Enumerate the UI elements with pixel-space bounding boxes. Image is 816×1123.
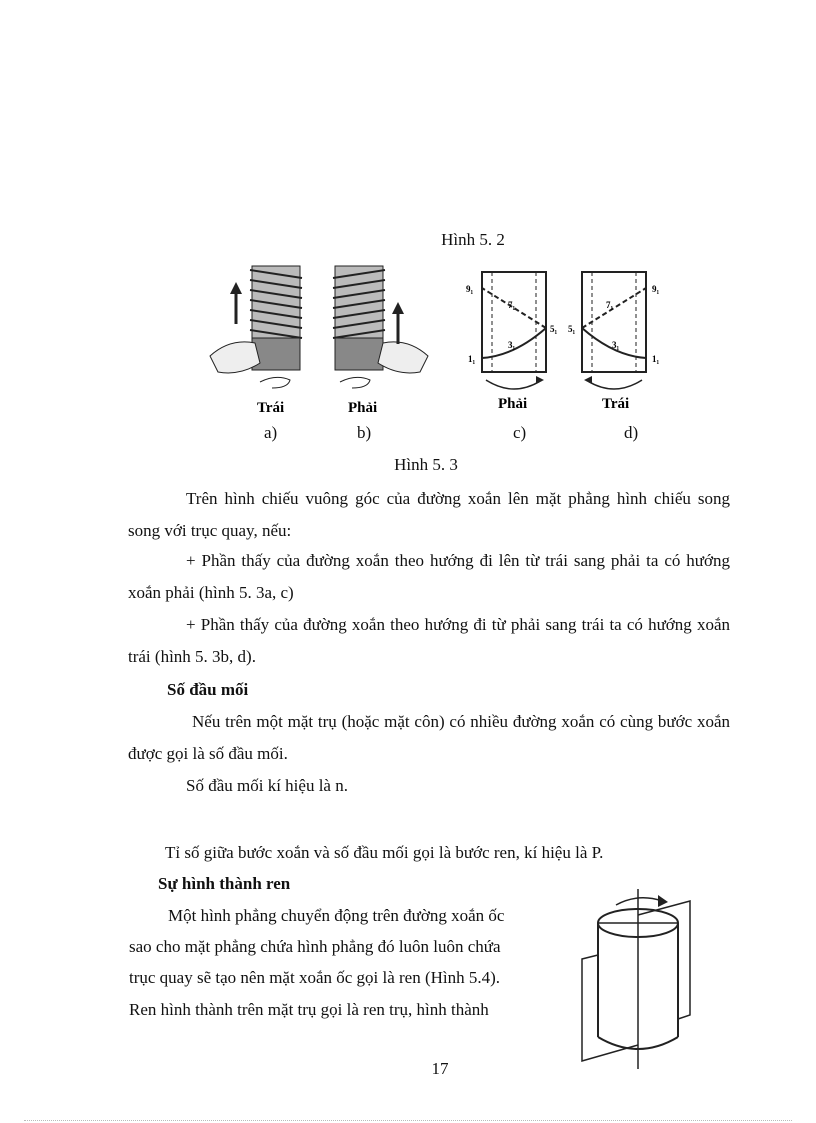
sub-label-b: b) [357,423,372,442]
figure-5-4-cylinder [578,885,698,1075]
point-3-d: 3₁ [612,340,620,350]
point-9-d: 9₁ [652,284,660,294]
label-trai: Trái [257,400,285,416]
paragraph-right-hand: + Phần thấy của đường xoắn theo hướng đi lên từ trái sang phải ta có hướng xoắn phải (hình 5. 3a, c) [128,551,730,602]
screw-right-illustration [333,266,428,388]
helix-diagram-right-hand [482,272,546,389]
helix-diagram-left-hand [582,272,646,389]
point-1-c: 1₁ [468,354,476,364]
heading-so-dau-moi: Số đầu mối [167,680,249,699]
point-5-d: 5₁ [568,324,576,334]
paragraph-buoc-ren: Tỉ số giữa bước xoắn và số đầu mối gọi là bước ren, kí hiệu là P. [165,843,604,862]
point-7-c: 7₁ [508,300,516,310]
point-9-c: 9₁ [466,284,474,294]
paragraph-ren-line-4: Ren hình thành trên mặt trụ gọi là ren trụ, hình thành [129,1000,489,1019]
heading-su-hinh-thanh-ren: Sự hình thành ren [158,874,291,893]
paragraph-ki-hieu-n: Số đầu mối kí hiệu là n. [186,776,348,795]
paragraph-so-dau-moi: Nếu trên một mặt trụ (hoặc mặt côn) có nhiều đường xoắn có cùng bước xoắn được gọi là số đầu mối. [128,712,730,763]
point-3-c: 3₁ [508,340,516,350]
figure-5-2-caption: Hình 5. 2 [441,230,505,249]
point-1-d: 1₁ [652,354,660,364]
paragraph-ren-line-2: sao cho mặt phẳng chứa hình phẳng đó luôn luôn chứa [129,937,501,956]
figure-5-3-caption: Hình 5. 3 [394,455,458,474]
figure-5-3-illustration [200,258,680,418]
page-number: 17 [431,1059,449,1078]
sub-label-a: a) [264,423,278,442]
label-diagram-c: Phải [498,396,528,412]
page-bottom-rule [24,1120,792,1121]
paragraph-ren-line-1: Một hình phẳng chuyển động trên đường xoắn ốc [168,906,505,925]
point-5-c: 5₁ [550,324,558,334]
paragraph-left-hand: + Phần thấy của đường xoắn theo hướng đi từ phải sang trái ta có hướng xoắn trái (hình 5. 3b, d). [128,615,730,666]
label-diagram-d: Trái [602,396,630,412]
sub-label-d: d) [624,423,639,442]
paragraph-projection: Trên hình chiếu vuông góc của đường xoắn lên mặt phẳng hình chiếu song song với trục quay, nếu: [128,489,730,540]
point-7-d: 7₁ [606,300,614,310]
sub-label-c: c) [513,423,527,442]
label-phai: Phải [348,400,378,416]
paragraph-ren-line-3: trục quay sẽ tạo nên mặt xoắn ốc gọi là ren (Hình 5.4). [129,968,501,987]
screw-left-illustration [210,266,302,388]
